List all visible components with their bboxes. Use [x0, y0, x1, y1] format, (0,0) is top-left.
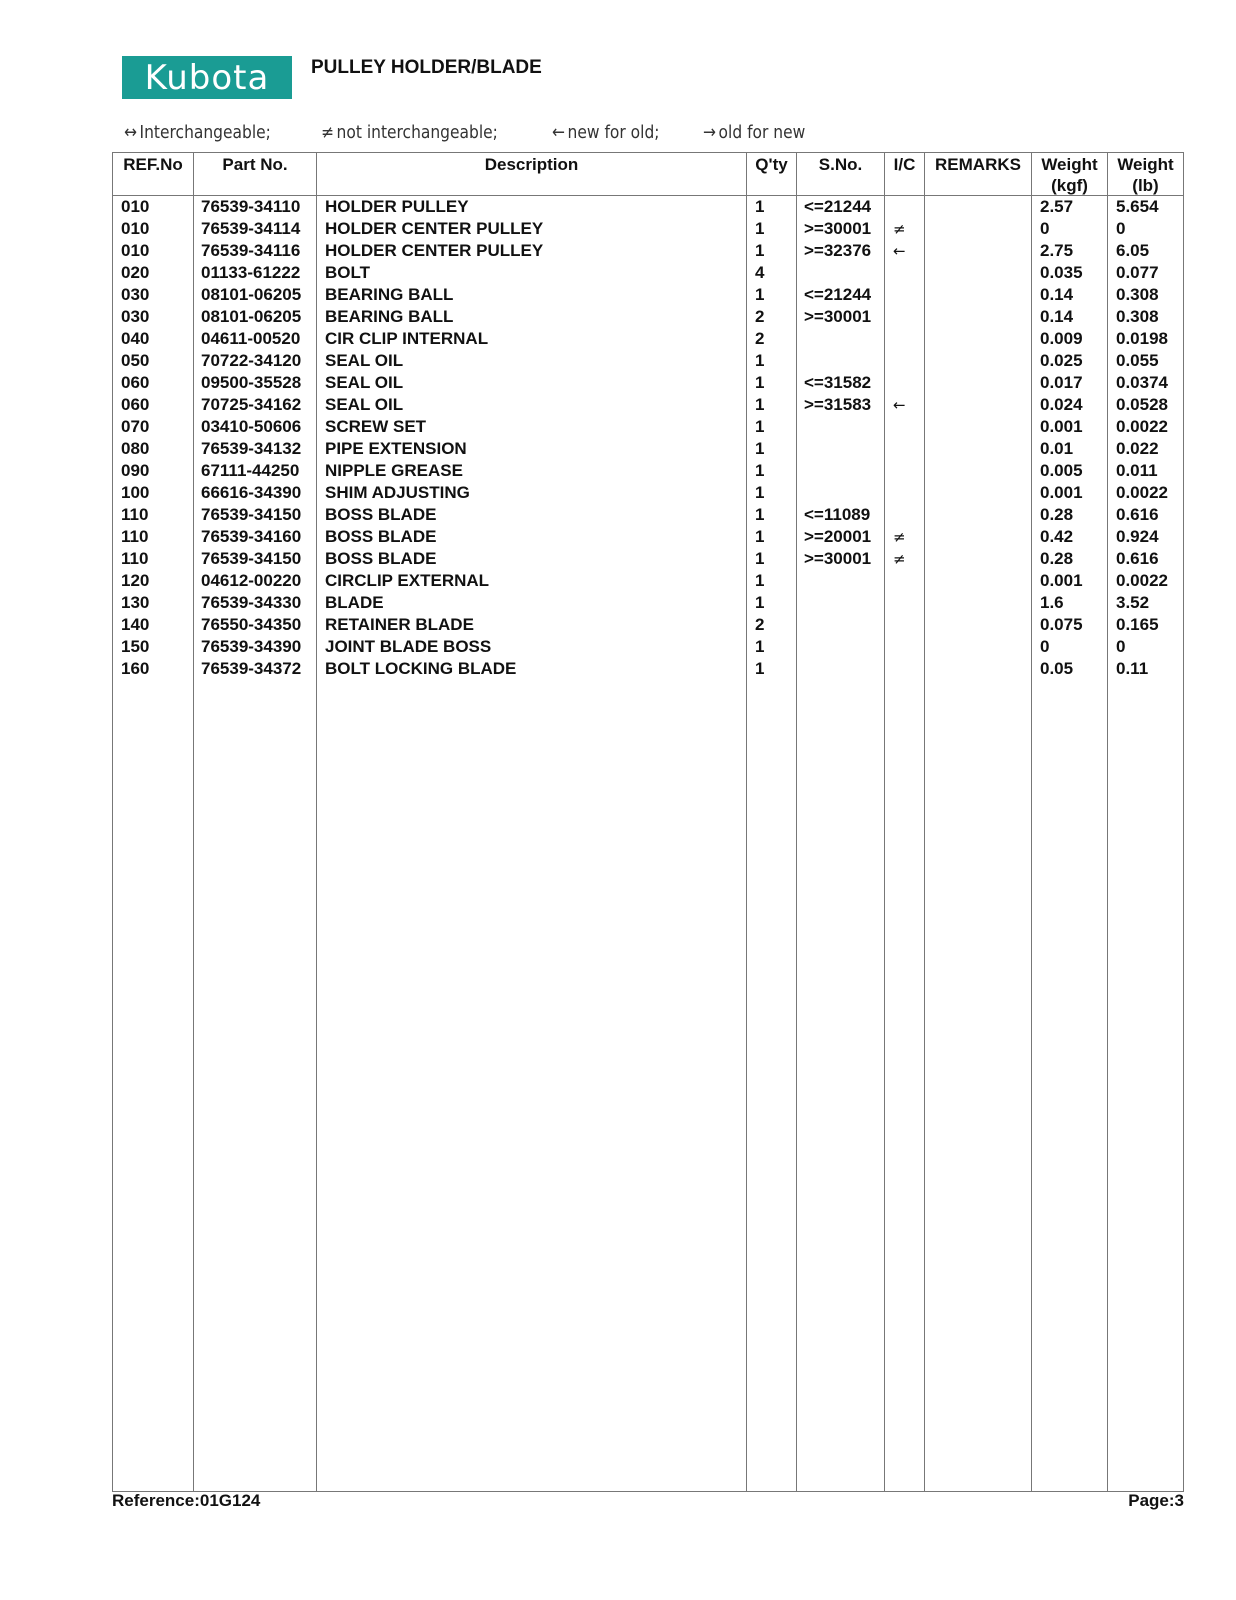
- cell-quantity: 1: [755, 637, 765, 656]
- cell-ref-no: 080: [121, 439, 150, 458]
- cell-interchange: ≠: [893, 220, 906, 238]
- cell-weight-kgf: 0.075: [1040, 615, 1083, 634]
- cell-weight-kgf: 0.01: [1040, 439, 1074, 458]
- cell-description: SEAL OIL: [325, 373, 404, 392]
- table-row: [0, 328, 1236, 350]
- cell-serial-no: <=21244: [804, 197, 872, 216]
- cell-part-no: 70725-34162: [201, 395, 302, 414]
- cell-ref-no: 150: [121, 637, 150, 656]
- cell-quantity: 1: [755, 593, 765, 612]
- legend-old-for-new: [703, 122, 805, 143]
- cell-part-no: 76539-34110: [201, 197, 301, 216]
- column-header-remarks: REMARKS: [935, 155, 1021, 174]
- cell-description: HOLDER CENTER PULLEY: [325, 241, 544, 260]
- right-arrow-icon: →: [703, 122, 717, 143]
- cell-description: PIPE EXTENSION: [325, 439, 467, 458]
- cell-weight-lb: 0.022: [1116, 439, 1159, 458]
- cell-quantity: 1: [755, 351, 765, 370]
- cell-quantity: 1: [755, 549, 765, 568]
- symbol-legend: [124, 122, 822, 143]
- cell-weight-lb: 0: [1116, 637, 1126, 656]
- cell-weight-lb: 0.165: [1116, 615, 1159, 634]
- table-body: [0, 196, 1236, 680]
- cell-part-no: 76539-34390: [201, 637, 302, 656]
- cell-description: NIPPLE GREASE: [325, 461, 463, 480]
- cell-description: BOLT LOCKING BLADE: [325, 659, 517, 678]
- table-row: [0, 548, 1236, 570]
- cell-ref-no: 050: [121, 351, 150, 370]
- cell-weight-lb: 0.0198: [1116, 329, 1168, 348]
- cell-quantity: 1: [755, 439, 765, 458]
- header-line: Weight: [1117, 155, 1174, 174]
- cell-quantity: 1: [755, 417, 765, 436]
- cell-serial-no: >=20001: [804, 527, 872, 546]
- not-equal-icon: ≠: [320, 122, 334, 143]
- cell-weight-lb: 0.0022: [1116, 483, 1168, 502]
- cell-quantity: 1: [755, 571, 765, 590]
- cell-part-no: 76539-34150: [201, 549, 302, 568]
- cell-weight-kgf: 0.42: [1040, 527, 1074, 546]
- cell-serial-no: >=31583: [804, 395, 872, 414]
- cell-part-no: 76539-34132: [201, 439, 302, 458]
- cell-weight-kgf: 0.035: [1040, 263, 1083, 282]
- cell-serial-no: <=31582: [804, 373, 872, 392]
- cell-part-no: 70722-34120: [201, 351, 302, 370]
- header-line: Weight: [1041, 155, 1098, 174]
- cell-interchange: ←: [893, 396, 906, 414]
- logo-text: Kubota: [144, 57, 270, 98]
- cell-part-no: 01133-61222: [201, 263, 301, 282]
- cell-quantity: 1: [755, 483, 765, 502]
- cell-quantity: 1: [755, 197, 765, 216]
- cell-ref-no: 160: [121, 659, 150, 678]
- cell-description: CIRCLIP EXTERNAL: [325, 571, 490, 590]
- column-header-description: Description: [484, 155, 579, 174]
- cell-quantity: 1: [755, 527, 765, 546]
- cell-description: BEARING BALL: [325, 285, 454, 304]
- cell-part-no: 76539-34150: [201, 505, 302, 524]
- cell-quantity: 2: [755, 329, 765, 348]
- cell-part-no: 04611-00520: [201, 329, 301, 348]
- cell-part-no: 76550-34350: [201, 615, 302, 634]
- cell-ref-no: 020: [121, 263, 150, 282]
- table-row: [0, 482, 1236, 504]
- cell-weight-kgf: 0.009: [1040, 329, 1083, 348]
- cell-serial-no: >=30001: [804, 219, 872, 238]
- cell-part-no: 03410-50606: [201, 417, 302, 436]
- cell-weight-lb: 0.011: [1116, 461, 1158, 480]
- cell-weight-lb: 0.077: [1116, 263, 1159, 282]
- cell-description: RETAINER BLADE: [325, 615, 474, 634]
- cell-weight-kgf: 0: [1040, 219, 1050, 238]
- cell-part-no: 66616-34390: [201, 483, 302, 502]
- cell-ref-no: 060: [121, 373, 150, 392]
- header-line: (kgf): [1051, 176, 1088, 195]
- cell-description: SEAL OIL: [325, 351, 404, 370]
- page-number: Page:3: [1128, 1491, 1184, 1510]
- cell-weight-lb: 6.05: [1116, 241, 1150, 260]
- cell-quantity: 1: [755, 285, 765, 304]
- cell-weight-lb: 0.616: [1116, 505, 1159, 524]
- table-row: [0, 284, 1236, 306]
- table-row: [0, 504, 1236, 526]
- cell-quantity: 1: [755, 505, 765, 524]
- cell-weight-lb: 0.308: [1116, 307, 1159, 326]
- table-row: [0, 218, 1236, 240]
- cell-serial-no: <=11089: [804, 505, 871, 524]
- column-header-ic: I/C: [893, 155, 916, 174]
- cell-weight-kgf: 0.024: [1040, 395, 1083, 414]
- cell-part-no: 09500-35528: [201, 373, 302, 392]
- cell-weight-lb: 0.0374: [1116, 373, 1168, 392]
- header-line: (lb): [1132, 176, 1159, 195]
- cell-weight-kgf: 0.14: [1040, 307, 1074, 326]
- cell-weight-lb: 0.0022: [1116, 571, 1168, 590]
- cell-ref-no: 010: [121, 219, 150, 238]
- cell-ref-no: 040: [121, 329, 150, 348]
- cell-description: BOSS BLADE: [325, 505, 437, 524]
- cell-quantity: 2: [755, 615, 765, 634]
- cell-quantity: 1: [755, 373, 765, 392]
- cell-weight-kgf: 0.001: [1040, 571, 1083, 590]
- cell-weight-lb: 0.0022: [1116, 417, 1168, 436]
- table-row: [0, 460, 1236, 482]
- table-row: [0, 526, 1236, 548]
- cell-quantity: 4: [755, 263, 765, 282]
- column-header-weight-lb: [1108, 154, 1183, 196]
- cell-weight-lb: 5.654: [1116, 197, 1159, 216]
- column-header-sno: S.No.: [818, 155, 863, 174]
- cell-weight-kgf: 2.75: [1040, 241, 1074, 260]
- cell-weight-lb: 0.0528: [1116, 395, 1168, 414]
- cell-part-no: 04612-00220: [201, 571, 302, 590]
- table-row: [0, 196, 1236, 218]
- cell-interchange: ≠: [893, 528, 906, 546]
- cell-ref-no: 130: [121, 593, 150, 612]
- legend-label: not interchangeable;: [336, 122, 498, 143]
- cell-description: HOLDER CENTER PULLEY: [325, 219, 544, 238]
- cell-serial-no: >=30001: [804, 549, 872, 568]
- left-arrow-icon: ←: [552, 122, 566, 143]
- table-row: [0, 262, 1236, 284]
- cell-weight-lb: 3.52: [1116, 593, 1150, 612]
- cell-ref-no: 120: [121, 571, 150, 590]
- cell-part-no: 76539-34116: [201, 241, 301, 260]
- cell-serial-no: >=32376: [804, 241, 872, 260]
- cell-ref-no: 110: [121, 549, 149, 568]
- cell-description: JOINT BLADE BOSS: [325, 637, 492, 656]
- legend-label: old for new: [719, 122, 806, 143]
- cell-ref-no: 110: [121, 527, 149, 546]
- cell-description: BOLT: [325, 263, 371, 282]
- table-row: [0, 306, 1236, 328]
- cell-ref-no: 010: [121, 197, 150, 216]
- cell-weight-kgf: 0.001: [1040, 417, 1083, 436]
- cell-weight-kgf: 0.14: [1040, 285, 1074, 304]
- page-title: PULLEY HOLDER/BLADE: [311, 57, 542, 78]
- double-arrow-icon: ↔: [124, 122, 137, 143]
- cell-quantity: 1: [755, 395, 765, 414]
- cell-ref-no: 060: [121, 395, 150, 414]
- cell-ref-no: 010: [121, 241, 150, 260]
- cell-weight-lb: 0: [1116, 219, 1126, 238]
- table-row: [0, 636, 1236, 658]
- cell-weight-lb: 0.055: [1116, 351, 1159, 370]
- cell-weight-kgf: 1.6: [1040, 593, 1064, 612]
- table-row: [0, 240, 1236, 262]
- cell-ref-no: 090: [121, 461, 150, 480]
- cell-weight-kgf: 2.57: [1040, 197, 1074, 216]
- cell-ref-no: 030: [121, 307, 150, 326]
- column-header-ref: REF.No: [123, 155, 183, 174]
- cell-description: SCREW SET: [325, 417, 427, 436]
- legend-new-for-old: [552, 122, 660, 143]
- cell-weight-kgf: 0.28: [1040, 549, 1074, 568]
- legend-label: new for old;: [568, 122, 660, 143]
- table-row: [0, 438, 1236, 460]
- cell-weight-lb: 0.616: [1116, 549, 1159, 568]
- cell-description: SEAL OIL: [325, 395, 404, 414]
- column-header-part: Part No.: [222, 155, 288, 174]
- cell-part-no: 67111-44250: [201, 461, 300, 480]
- legend-interchangeable: [124, 122, 271, 143]
- cell-part-no: 08101-06205: [201, 285, 302, 304]
- cell-weight-lb: 0.308: [1116, 285, 1159, 304]
- cell-quantity: 1: [755, 461, 765, 480]
- kubota-logo: [122, 56, 292, 99]
- cell-weight-kgf: 0.025: [1040, 351, 1083, 370]
- cell-description: SHIM ADJUSTING: [325, 483, 470, 502]
- legend-not-interchangeable: [321, 122, 498, 143]
- cell-description: BOSS BLADE: [325, 549, 437, 568]
- cell-weight-kgf: 0.017: [1040, 373, 1083, 392]
- table-row: [0, 614, 1236, 636]
- cell-interchange: ≠: [893, 550, 906, 568]
- cell-weight-lb: 0.924: [1116, 527, 1159, 546]
- table-row: [0, 416, 1236, 438]
- cell-weight-kgf: 0.05: [1040, 659, 1074, 678]
- cell-ref-no: 140: [121, 615, 150, 634]
- cell-ref-no: 030: [121, 285, 150, 304]
- cell-part-no: 76539-34372: [201, 659, 302, 678]
- cell-weight-kgf: 0: [1040, 637, 1050, 656]
- cell-quantity: 1: [755, 219, 765, 238]
- cell-part-no: 08101-06205: [201, 307, 302, 326]
- table-row: [0, 570, 1236, 592]
- table-row: [0, 592, 1236, 614]
- table-row: [0, 372, 1236, 394]
- cell-interchange: ←: [893, 242, 906, 260]
- cell-ref-no: 110: [121, 505, 149, 524]
- table-row: [0, 394, 1236, 416]
- table-row: [0, 350, 1236, 372]
- legend-label: Interchangeable;: [139, 122, 271, 143]
- cell-weight-kgf: 0.005: [1040, 461, 1083, 480]
- cell-description: CIR CLIP INTERNAL: [325, 329, 489, 348]
- cell-serial-no: >=30001: [804, 307, 872, 326]
- cell-ref-no: 070: [121, 417, 150, 436]
- column-header-weight-kgf: [1032, 154, 1107, 196]
- cell-quantity: 1: [755, 659, 765, 678]
- cell-part-no: 76539-34330: [201, 593, 302, 612]
- cell-weight-lb: 0.11: [1116, 659, 1149, 678]
- cell-part-no: 76539-34114: [201, 219, 301, 238]
- cell-part-no: 76539-34160: [201, 527, 302, 546]
- cell-weight-kgf: 0.28: [1040, 505, 1074, 524]
- column-header-qty: Q'ty: [755, 155, 788, 174]
- cell-quantity: 1: [755, 241, 765, 260]
- cell-description: BLADE: [325, 593, 384, 612]
- table-row: [0, 658, 1236, 680]
- reference-code: Reference:01G124: [112, 1491, 261, 1510]
- cell-description: HOLDER PULLEY: [325, 197, 469, 216]
- cell-serial-no: <=21244: [804, 285, 872, 304]
- cell-description: BOSS BLADE: [325, 527, 437, 546]
- cell-description: BEARING BALL: [325, 307, 454, 326]
- cell-weight-kgf: 0.001: [1040, 483, 1083, 502]
- cell-ref-no: 100: [121, 483, 150, 502]
- cell-quantity: 2: [755, 307, 765, 326]
